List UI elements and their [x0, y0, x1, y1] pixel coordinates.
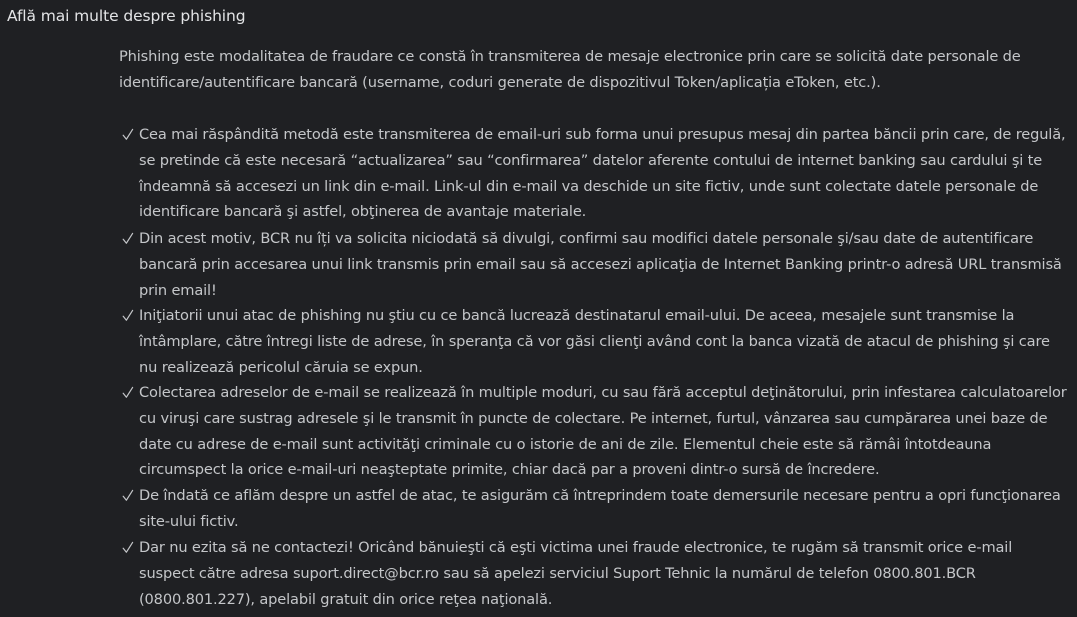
list-item — [119, 380, 1071, 483]
list-item-text: Din acest motiv, BCR nu îți va solicita niciodată să divulgi, confirmi sau modifici datele personale şi/sau date de autentificare bancară prin accesarea unui link transmis prin email sau să accesezi aplicaţia de Internet Banking printr-o adresă URL transmisă prin email! — [139, 230, 1062, 299]
check-icon — [122, 384, 134, 400]
list-item — [119, 483, 1071, 535]
list-item — [119, 303, 1071, 380]
check-icon — [122, 307, 134, 323]
list-item — [119, 122, 1071, 225]
phishing-info-content — [119, 44, 1071, 608]
list-item — [119, 535, 1071, 612]
check-icon — [122, 539, 134, 555]
list-item-text: Dar nu ezita să ne contactezi! Oricând bănuieşti că eşti victima unei fraude electronice, te rugăm să transmit orice e-mail suspect către adresa suport.direct@bcr.ro sau să apelezi serviciul Suport Tehnic la numărul de telefon 0800.801.BCR (0800.801.227), apelabil gratuit din orice reţea naţională. — [139, 539, 1013, 608]
list-item — [119, 226, 1071, 303]
list-item-text: Iniţiatorii unui atac de phishing nu ştiu cu ce bancă lucrează destinatarul email-ului. De aceea, mesajele sunt transmise la întâmplare, către întregi liste de adrese, în speranţa că vor găsi clienţi având cont la banca vizată de atacul de phishing şi care nu realizează pericolul căruia se expun. — [139, 307, 1050, 376]
check-icon — [122, 126, 134, 142]
intro-paragraph: Phishing este modalitatea de fraudare ce constă în transmiterea de mesaje electronice prin care se solicită date personale de identificare/autentificare bancară (username, coduri generate de dispozitivul Token/aplicația eToken, etc.). — [119, 48, 1021, 91]
check-icon — [122, 487, 134, 503]
check-icon — [122, 230, 134, 246]
list-item-text: Colectarea adreselor de e-mail se realizează în multiple moduri, cu sau fără acceptul deţinătorului, prin infestarea calculatoarelor cu viruşi care sustrag adresele şi le transmit în puncte de colectare. Pe internet, furtul, vânzarea sau cumpărarea unei baze de date cu adrese de e-mail sunt activităţi criminale cu o istorie de ani de zile. Elementul cheie este să rămâi întotdeauna circumspect la orice e-mail-uri neaşteptate primite, chiar dacă par a proveni dintr-o sursă de încredere. — [139, 384, 1067, 479]
list-item-text: De îndată ce aflăm despre un astfel de atac, te asigurăm că întreprindem toate demersurile necesare pentru a opri funcţionarea site-ului fictiv. — [139, 487, 1061, 530]
list-item-text: Cea mai răspândită metodă este transmiterea de email-uri sub forma unui presupus mesaj din partea băncii prin care, de regulă, se pretinde că este necesară “actualizarea” sau “confirmarea” datelor aferente contului de internet banking sau cardului şi te îndeamnă să accesezi un link din e-mail. Link-ul din e-mail va deschide un site fictiv, unde sunt colectate datele personale de identificare bancară şi astfel, obţinerea de avantaje materiale. — [139, 126, 1066, 221]
section-title[interactable]: Află mai multe despre phishing — [7, 7, 246, 25]
